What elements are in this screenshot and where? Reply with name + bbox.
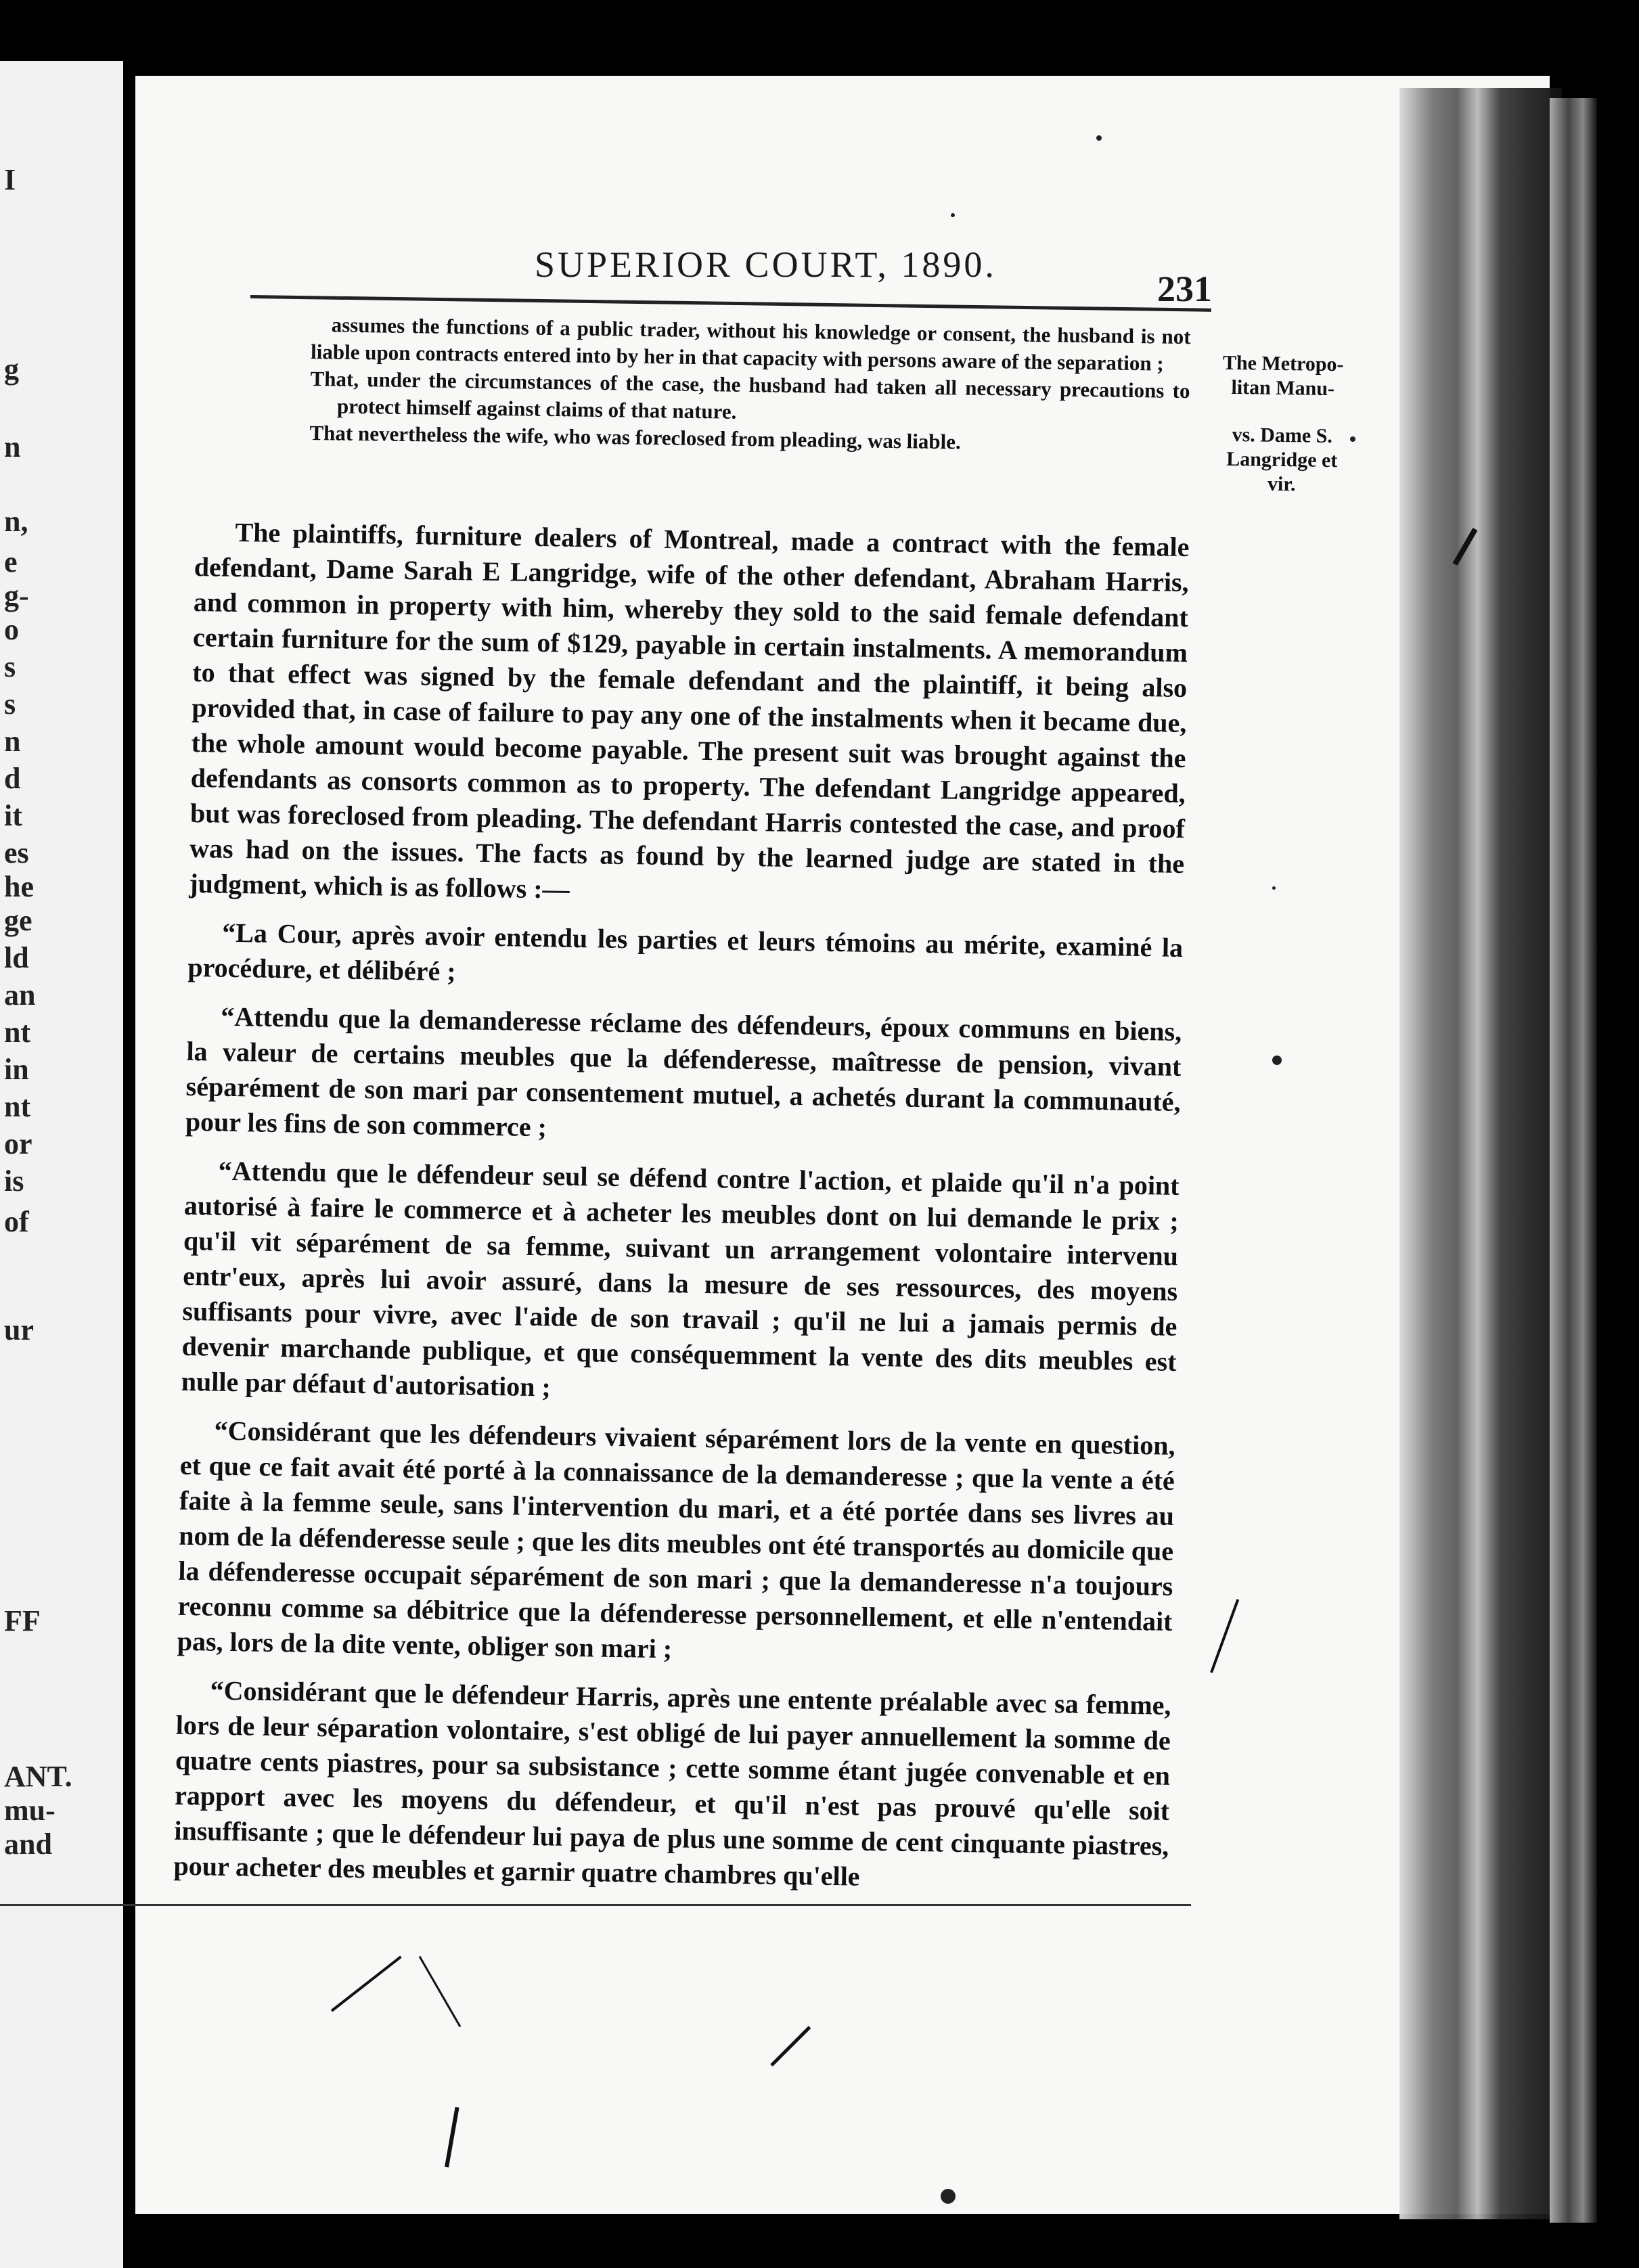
margin-fragment: it	[4, 799, 22, 832]
margin-fragment: ge	[4, 904, 32, 937]
margin-fragment: o	[4, 613, 19, 646]
case-title-sidenote	[1204, 350, 1362, 497]
margin-fragment: I	[4, 163, 16, 196]
page-number: 231	[1157, 269, 1212, 309]
body-text	[173, 514, 1190, 1913]
margin-fragment: nt	[4, 1016, 31, 1049]
ink-speck	[1272, 1056, 1282, 1065]
headnote	[309, 311, 1191, 459]
binding-strip	[1550, 98, 1597, 2223]
sidenote-line: vs. Dame S.	[1232, 423, 1333, 448]
ink-speck	[941, 2189, 956, 2204]
margin-fragment: he	[4, 870, 34, 903]
sidenote-line: The Metropo-	[1222, 351, 1344, 376]
judgment-paragraph: “Attendu que le défendeur seul se défend contre l'action, et plaide qu'il n'a point autorisé à faire le commerce et à acheter les meubles dont on lui demande le prix ; qu'il vit séparément de sa femme, suivant un arrangement volontaire intervenu entr'eux, après lui avoir assuré, dans la mesure de ses ressources, des moyens suffisants pour vivre, avec l'aide de son travail ; qu'il ne lui a jamais permis de devenir marchande publique, et que conséquemment la vente des dits meubles est nulle par défaut d'autorisation ;	[181, 1155, 1180, 1403]
margin-fragment: FF	[4, 1604, 41, 1637]
page-edge-shadow	[1399, 88, 1562, 2219]
scan-artifact-line	[0, 1904, 1191, 1906]
margin-fragment: and	[4, 1828, 52, 1861]
judgment-paragraph: “La Cour, après avoir entendu les parties et leurs témoins au mérite, examiné la procédure, et délibéré ;	[187, 917, 1184, 987]
ink-speck	[1350, 436, 1355, 442]
margin-fragment: an	[4, 978, 36, 1012]
margin-fragment: n,	[4, 505, 28, 538]
ink-speck	[1272, 886, 1276, 890]
margin-fragment: ur	[4, 1313, 34, 1346]
margin-fragment: mu-	[4, 1794, 55, 1827]
margin-fragment: or	[4, 1127, 32, 1160]
body-paragraph: The plaintiffs, furniture dealers of Montreal, made a contract with the female defendant, Dame Sarah E Langridge, wife of the other defendant, Abraham Harris, and common in property with him, whereby they sold to the said female defendant certain furniture for the sum of $129, payable in certain instalments. A memorandum to that effect was signed by the female defendant and the plaintiff, it being also provided that, in case of failure to pay any one of the instalments when it became due, the whole amount would become payable. The present suit was brought against the defendants as consorts common as to property. The defendant Langridge appeared, but was foreclosed from pleading. The defendant Harris contested the case, and proof was had on the issues. The facts as found by the learned judge are stated in the judgment, which is as follows :—	[189, 516, 1190, 905]
margin-fragment: of	[4, 1205, 29, 1238]
sidenote-line: vir.	[1267, 472, 1296, 496]
margin-fragment: n	[4, 725, 21, 758]
judgment-paragraph: “Attendu que la demanderesse réclame des défendeurs, époux communs en biens, la valeur de certains meubles que la défenderesse, maîtresse de pension, vivant séparément de son mari par consentement mutuel, a achetés durant la communauté, pour les fins de son commerce ;	[185, 1001, 1182, 1143]
margin-fragment: nt	[4, 1090, 31, 1123]
margin-fragment: s	[4, 650, 16, 683]
margin-fragment: g-	[4, 579, 29, 612]
margin-fragment: is	[4, 1164, 24, 1198]
headnote-paragraph: That, under the circumstances of the case, the husband had taken all necessary precautions to protect himself against claims of that nature.	[310, 366, 1190, 424]
margin-fragment: n	[4, 430, 21, 463]
judgment-paragraph: “Considérant que le défendeur Harris, après une entente préalable avec sa femme, lors de leur séparation volontaire, s'est obligé de lui payer annuellement la somme de quatre cents piastres, pour sa subsistance ; cette somme étant jugée convenable et en rapport avec les moyens du défendeur, et qu'il n'est pas prouvé qu'elle soit insuffisante ; que le défendeur lui paya de plus une somme de cent cinquante piastres, pour acheter des meubles et garnir quatre chambres qu'elle	[173, 1675, 1171, 1892]
margin-fragment: d	[4, 762, 21, 795]
sidenote-line: Langridge et	[1226, 447, 1338, 472]
headnote-paragraph: That nevertheless the wife, who was foreclosed from pleading, was liable.	[309, 420, 962, 454]
margin-fragment: ANT.	[4, 1760, 72, 1793]
margin-fragment: es	[4, 836, 29, 869]
ink-speck	[1096, 135, 1102, 141]
adjacent-page	[0, 61, 123, 2268]
judgment-paragraph: “Considérant que les défendeurs vivaient séparément lors de la vente en question, et que ce fait avait été porté à la connaissance de la demanderesse ; que la vente a été faite à la femme seule, sans l'intervention du mari, et a été portée dans ses livres au nom de la défenderesse seule ; que les dits meubles ont été transportés au domicile que la défenderesse occupait séparément de son mari ; que la demanderesse n'a toujours reconnu comme sa débitrice que la défenderesse personnellement, et elle n'entendait pas, lors de la dite vente, obliger son mari ;	[177, 1415, 1175, 1664]
ink-speck	[951, 213, 955, 217]
margin-fragment: e	[4, 545, 18, 579]
adjacent-page-margin-text	[0, 61, 123, 2268]
margin-fragment: ld	[4, 941, 29, 974]
sidenote-line: litan Manu-	[1231, 376, 1335, 401]
margin-fragment: g	[4, 353, 19, 386]
margin-fragment: in	[4, 1053, 29, 1086]
headnote-paragraph: assumes the functions of a public trader, without his knowledge or consent, the husband is not liable upon contracts entered into by her in that capacity with persons aware of the separation ;	[310, 313, 1191, 376]
running-head: SUPERIOR COURT, 1890.	[535, 244, 997, 285]
margin-fragment: s	[4, 687, 16, 721]
